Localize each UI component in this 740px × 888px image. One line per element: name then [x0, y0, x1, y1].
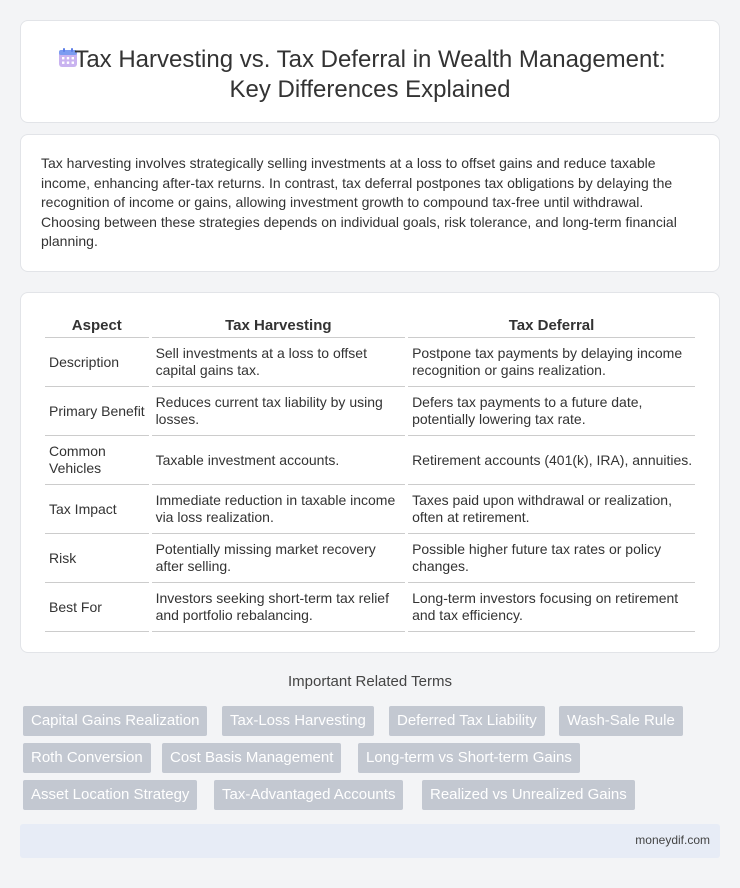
page-title-line-2: Key Differences Explained	[229, 76, 511, 103]
related-term-tag[interactable]: Wash-Sale Rule	[559, 706, 683, 736]
row-aspect: Best For	[45, 583, 149, 632]
related-term-tag[interactable]: Tax-Advantaged Accounts	[214, 780, 403, 810]
row-aspect: Risk	[45, 534, 149, 583]
row-tax-harvesting: Investors seeking short-term tax relief and portfolio rebalancing.	[152, 583, 406, 632]
header-tax-deferral: Tax Deferral	[408, 314, 695, 338]
row-aspect: Primary Benefit	[45, 387, 149, 436]
table-row	[45, 436, 695, 485]
intro-paragraph: Tax harvesting involves strategically selling investments at a loss to offset gains and reduce taxable income, enhancing after-tax returns. In contrast, tax deferral postpones tax obligations by delaying the recognition of income or gains, allowing investment growth to compound tax-free until withdrawal. Choosing between these strategies depends on individual goals, risk tolerance, and long-term financial planning.	[41, 155, 677, 249]
row-tax-harvesting: Reduces current tax liability by using losses.	[152, 387, 406, 436]
header-aspect: Aspect	[45, 314, 149, 338]
row-aspect: Description	[45, 338, 149, 387]
related-term-tag[interactable]: Realized vs Unrealized Gains	[422, 780, 635, 810]
row-tax-harvesting: Immediate reduction in taxable income via loss realization.	[152, 485, 406, 534]
related-term-tag[interactable]: Cost Basis Management	[162, 743, 341, 773]
footer	[20, 824, 720, 858]
table-row	[45, 485, 695, 534]
related-term-tag[interactable]: Long-term vs Short-term Gains	[358, 743, 580, 773]
row-tax-harvesting: Sell investments at a loss to offset capital gains tax.	[152, 338, 406, 387]
table-row	[45, 387, 695, 436]
row-tax-deferral: Defers tax payments to a future date, potentially lowering tax rate.	[408, 387, 695, 436]
row-tax-deferral: Possible higher future tax rates or policy changes.	[408, 534, 695, 583]
table-row	[45, 338, 695, 387]
related-terms-heading: Important Related Terms	[288, 673, 452, 690]
footer-site[interactable]: moneydif.com	[635, 833, 710, 847]
table-header-row	[45, 314, 695, 338]
related-term-tag[interactable]: Tax-Loss Harvesting	[222, 706, 374, 736]
row-aspect: Tax Impact	[45, 485, 149, 534]
row-tax-deferral: Taxes paid upon withdrawal or realization, often at retirement.	[408, 485, 695, 534]
page-title	[21, 45, 719, 105]
title-card	[20, 20, 720, 123]
row-tax-deferral: Long-term investors focusing on retirement and tax efficiency.	[408, 583, 695, 632]
row-aspect: Common Vehicles	[45, 436, 149, 485]
comparison-card	[20, 292, 720, 653]
related-term-tag[interactable]: Asset Location Strategy	[23, 780, 197, 810]
row-tax-harvesting: Taxable investment accounts.	[152, 436, 406, 485]
related-term-tag[interactable]: Deferred Tax Liability	[389, 706, 545, 736]
row-tax-deferral: Postpone tax payments by delaying income recognition or gains realization.	[408, 338, 695, 387]
page-title-line-1: Tax Harvesting vs. Tax Deferral in Wealth Management:	[74, 46, 666, 73]
table-row	[45, 583, 695, 632]
comparison-table	[42, 314, 698, 632]
intro-card	[20, 134, 720, 272]
related-term-tag[interactable]: Capital Gains Realization	[23, 706, 207, 736]
row-tax-deferral: Retirement accounts (401(k), IRA), annuities.	[408, 436, 695, 485]
related-term-tag[interactable]: Roth Conversion	[23, 743, 151, 773]
table-row	[45, 534, 695, 583]
row-tax-harvesting: Potentially missing market recovery after selling.	[152, 534, 406, 583]
header-tax-harvesting: Tax Harvesting	[152, 314, 406, 338]
